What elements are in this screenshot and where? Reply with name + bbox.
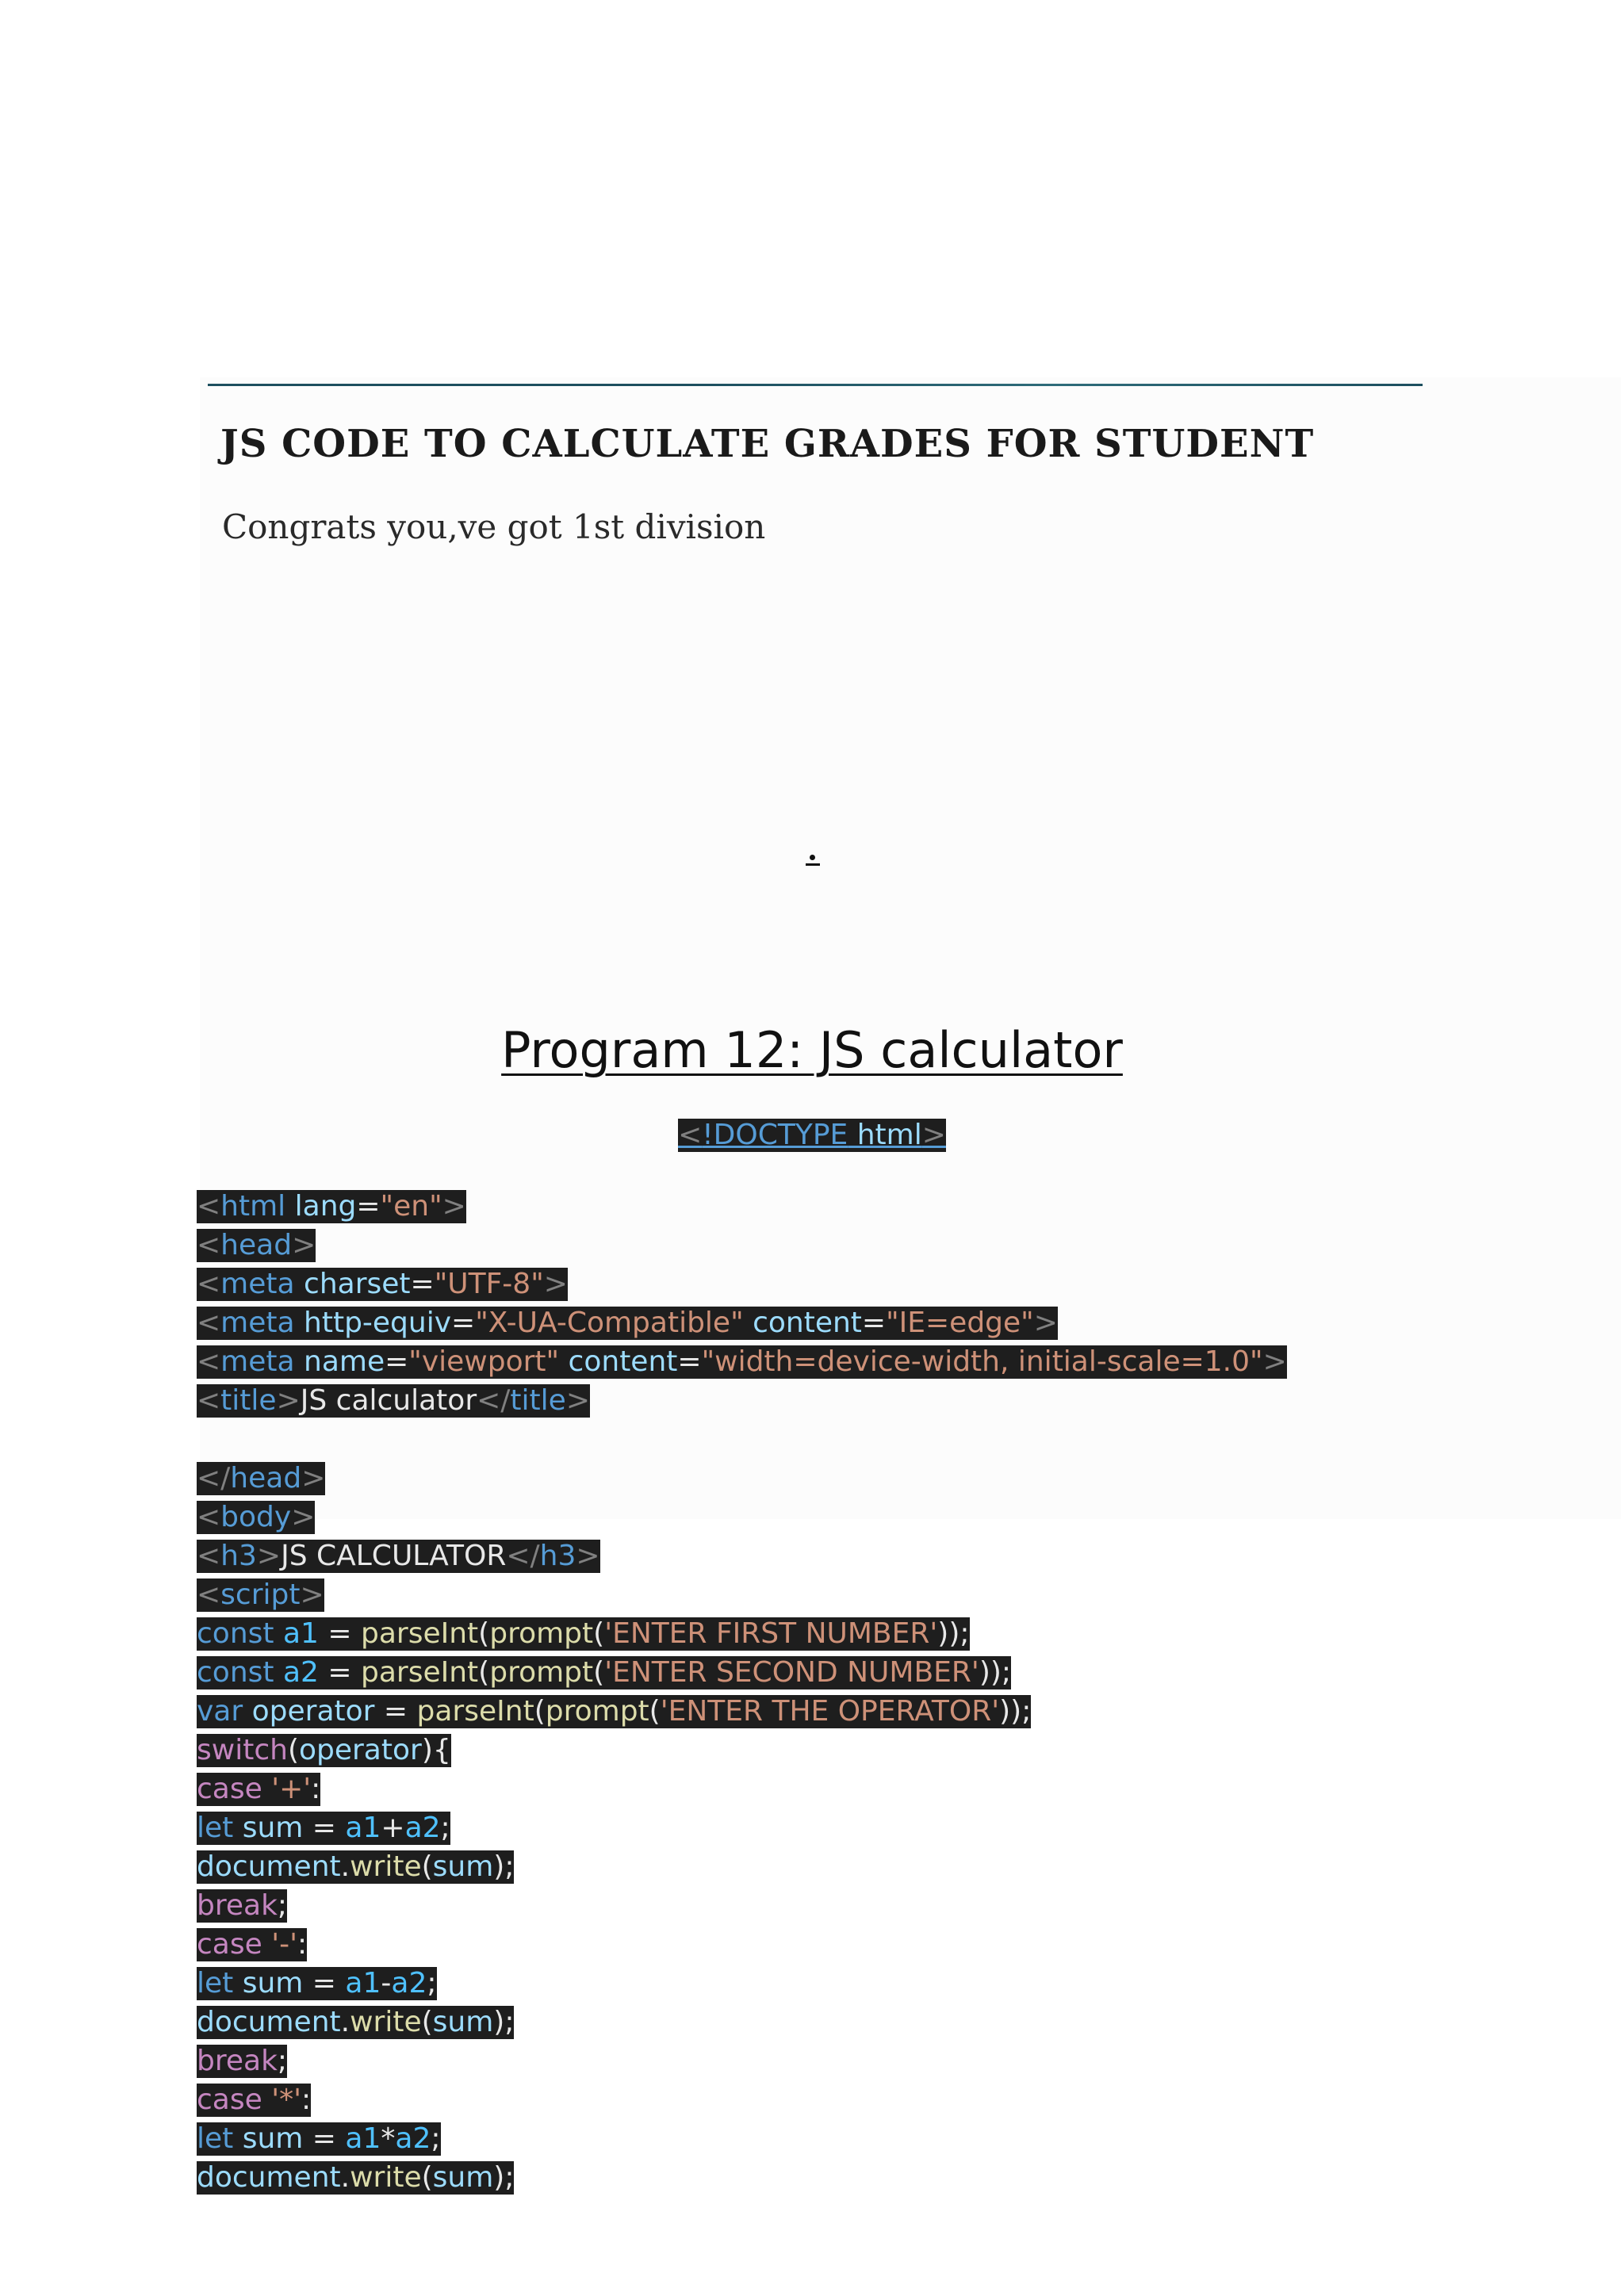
code-token: > xyxy=(292,1229,316,1261)
code-line-text xyxy=(197,1540,600,1573)
code-token: case xyxy=(197,1928,262,1961)
code-line xyxy=(197,1268,1287,1307)
code-token: ( xyxy=(478,1656,490,1689)
code-token: )); xyxy=(999,1695,1032,1728)
code-token: html xyxy=(220,1190,286,1223)
code-token: ); xyxy=(493,2006,515,2038)
code-token: > xyxy=(276,1384,301,1417)
code-token: ( xyxy=(593,1617,605,1650)
code-token: const xyxy=(197,1617,274,1650)
code-token: ; xyxy=(277,2045,288,2077)
code-token: ( xyxy=(421,1850,433,1883)
code-token: > xyxy=(300,1578,324,1611)
code-token: JS CALCULATOR xyxy=(281,1540,507,1572)
code-line xyxy=(197,1229,1287,1268)
code-token: title xyxy=(510,1384,566,1417)
code-token: > xyxy=(442,1190,466,1223)
code-line-text xyxy=(197,1850,514,1884)
code-token: a2 xyxy=(404,1812,441,1844)
code-token: sum xyxy=(432,1850,494,1883)
code-token: : xyxy=(301,2084,312,2116)
code-token: </ xyxy=(477,1384,511,1417)
code-token: = xyxy=(303,1967,346,1999)
code-token: </ xyxy=(506,1540,540,1572)
code-token: < xyxy=(678,1119,703,1151)
code-token: ( xyxy=(287,1734,299,1766)
code-line-text xyxy=(197,1812,450,1845)
code-token: > xyxy=(576,1540,600,1572)
code-token: ( xyxy=(649,1695,661,1728)
code-line-text xyxy=(197,2084,311,2117)
code-token: </ xyxy=(197,1462,231,1494)
code-token: let xyxy=(197,1812,234,1844)
code-token: a2 xyxy=(274,1656,319,1689)
code-token: case xyxy=(197,2084,262,2116)
code-token: operator xyxy=(243,1695,375,1728)
code-token: a1 xyxy=(274,1617,319,1650)
code-token: < xyxy=(197,1540,221,1572)
code-token: = xyxy=(385,1345,409,1378)
code-token: break xyxy=(197,2045,278,2077)
code-token: prompt xyxy=(489,1617,594,1650)
code-line xyxy=(197,2006,1287,2045)
code-token: script xyxy=(220,1578,301,1611)
code-line-text xyxy=(197,1190,466,1223)
code-token: sum xyxy=(233,2122,304,2155)
code-token: meta xyxy=(220,1345,295,1378)
code-block xyxy=(197,1190,1287,2200)
code-token: = xyxy=(374,1695,417,1728)
code-token: ( xyxy=(421,2006,433,2038)
code-token: < xyxy=(197,1307,221,1339)
code-token: "en" xyxy=(380,1190,442,1223)
code-token: ){ xyxy=(421,1734,451,1766)
code-token: < xyxy=(197,1268,221,1300)
grade-result-text: Congrats you,ve got 1st division xyxy=(222,507,766,546)
code-token: ; xyxy=(427,1967,437,1999)
code-token: 'ENTER THE OPERATOR' xyxy=(660,1695,1000,1728)
horizontal-rule xyxy=(208,384,1423,386)
code-line-text xyxy=(197,1307,1058,1340)
code-line-text xyxy=(197,2122,441,2156)
code-token: const xyxy=(197,1656,274,1689)
code-token: . xyxy=(340,2161,350,2194)
code-token: prompt xyxy=(489,1656,594,1689)
code-token: sum xyxy=(432,2161,494,2194)
code-token: ); xyxy=(493,2161,515,2194)
code-token: a1 xyxy=(345,2122,381,2155)
code-line-text xyxy=(197,1695,1031,1728)
code-token: a2 xyxy=(395,2122,431,2155)
program-title: Program 12: JS calculator xyxy=(501,1021,1123,1079)
code-token: meta xyxy=(220,1307,295,1339)
code-line-text xyxy=(197,1656,1011,1689)
code-line xyxy=(197,1617,1287,1656)
code-line-text xyxy=(197,1345,1287,1379)
code-token: head xyxy=(230,1462,302,1494)
code-line-text xyxy=(197,1928,307,1961)
code-line xyxy=(197,1967,1287,2006)
code-token: - xyxy=(381,1967,392,1999)
code-token: ; xyxy=(277,1889,288,1922)
code-token: ( xyxy=(593,1656,605,1689)
code-line-text xyxy=(197,1967,437,2000)
code-token: a1 xyxy=(345,1812,381,1844)
code-line xyxy=(197,1889,1287,1928)
code-line xyxy=(197,1462,1287,1501)
code-token: let xyxy=(197,2122,234,2155)
code-blank-line xyxy=(197,1423,1287,1462)
code-token: = xyxy=(410,1268,435,1300)
code-token: = xyxy=(318,1617,361,1650)
code-token: parseInt xyxy=(361,1656,479,1689)
code-token: charset xyxy=(294,1268,411,1300)
code-token: parseInt xyxy=(416,1695,534,1728)
code-token: document xyxy=(197,2006,341,2038)
code-line xyxy=(197,1578,1287,1617)
code-line-text xyxy=(197,1578,324,1612)
code-line xyxy=(197,1850,1287,1889)
code-token: case xyxy=(197,1773,262,1805)
code-line-text xyxy=(197,1617,970,1651)
code-token: sum xyxy=(233,1812,304,1844)
code-token: = xyxy=(356,1190,381,1223)
code-token: '*' xyxy=(262,2084,302,2116)
code-token: document xyxy=(197,2161,341,2194)
code-token: "viewport" xyxy=(408,1345,560,1378)
code-token: 'ENTER SECOND NUMBER' xyxy=(604,1656,979,1689)
code-token: a2 xyxy=(391,1967,427,1999)
code-token: let xyxy=(197,1967,234,1999)
code-line-text xyxy=(197,1501,315,1534)
code-token: ; xyxy=(431,2122,441,2155)
code-token: http-equiv xyxy=(294,1307,452,1339)
code-token: lang xyxy=(285,1190,357,1223)
code-line xyxy=(197,1501,1287,1540)
code-token: head xyxy=(220,1229,293,1261)
code-token: prompt xyxy=(545,1695,649,1728)
code-token: write xyxy=(350,1850,422,1883)
code-token: ); xyxy=(493,1850,515,1883)
code-token: = xyxy=(861,1307,887,1339)
code-line-text xyxy=(197,1734,451,1767)
code-token: )); xyxy=(937,1617,970,1650)
code-token: ; xyxy=(440,1812,450,1844)
code-token: = xyxy=(677,1345,702,1378)
code-token: = xyxy=(318,1656,361,1689)
code-token: ( xyxy=(534,1695,546,1728)
code-token: > xyxy=(301,1462,326,1494)
code-token: break xyxy=(197,1889,278,1922)
code-token: switch xyxy=(197,1734,288,1766)
code-line xyxy=(197,1540,1287,1578)
code-line xyxy=(197,2161,1287,2200)
code-token: '-' xyxy=(262,1928,297,1961)
code-token: a1 xyxy=(345,1967,381,1999)
code-line-text xyxy=(197,1462,325,1495)
code-token: "width=device-width, initial-scale=1.0" xyxy=(701,1345,1263,1378)
page-heading: JS CODE TO CALCULATE GRADES FOR STUDENT xyxy=(220,422,1315,466)
code-token: content xyxy=(743,1307,862,1339)
code-token: > xyxy=(921,1119,946,1151)
code-token: sum xyxy=(432,2006,494,2038)
code-line xyxy=(197,1345,1287,1384)
code-token: html xyxy=(848,1119,922,1151)
code-token: < xyxy=(197,1578,221,1611)
code-token: "UTF-8" xyxy=(434,1268,544,1300)
code-line xyxy=(197,1773,1287,1812)
code-line xyxy=(197,1812,1287,1850)
code-token: = xyxy=(451,1307,476,1339)
code-token: "IE=edge" xyxy=(886,1307,1034,1339)
code-token: . xyxy=(340,2006,350,2038)
code-line-text xyxy=(197,1889,287,1923)
code-line xyxy=(197,2122,1287,2161)
code-token: + xyxy=(381,1812,405,1844)
code-token: write xyxy=(350,2161,422,2194)
code-token: * xyxy=(381,2122,396,2155)
code-line-text xyxy=(197,1229,316,1262)
code-token: < xyxy=(197,1384,221,1417)
code-line xyxy=(197,1190,1287,1229)
code-token: : xyxy=(297,1928,308,1961)
code-line xyxy=(197,1384,1287,1423)
code-token: > xyxy=(291,1501,316,1533)
code-token: var xyxy=(197,1695,243,1728)
code-line xyxy=(197,1695,1287,1734)
code-token: > xyxy=(1262,1345,1287,1378)
code-token: < xyxy=(197,1501,221,1533)
doctype-line xyxy=(0,1119,1624,1155)
code-token: < xyxy=(197,1190,221,1223)
code-token: > xyxy=(1033,1307,1058,1339)
code-line xyxy=(197,1928,1287,1967)
code-token: ( xyxy=(421,2161,433,2194)
code-token: ( xyxy=(478,1617,490,1650)
code-token: h3 xyxy=(220,1540,257,1572)
code-token: > xyxy=(256,1540,282,1572)
code-token: < xyxy=(197,1345,221,1378)
code-token: > xyxy=(543,1268,568,1300)
code-token: h3 xyxy=(539,1540,576,1572)
code-token: name xyxy=(294,1345,385,1378)
code-token: : xyxy=(311,1773,321,1805)
code-token: < xyxy=(197,1229,221,1261)
code-token: content xyxy=(559,1345,678,1378)
code-token: parseInt xyxy=(361,1617,479,1650)
bullet-marker-icon xyxy=(806,855,820,869)
code-line xyxy=(197,2045,1287,2084)
code-token: sum xyxy=(233,1967,304,1999)
code-line-text xyxy=(197,1268,568,1301)
code-line-text xyxy=(197,2006,514,2039)
code-line xyxy=(197,1307,1287,1345)
code-token: document xyxy=(197,1850,341,1883)
code-line-text xyxy=(197,1773,320,1806)
code-token: > xyxy=(565,1384,590,1417)
code-token: title xyxy=(220,1384,277,1417)
code-token: meta xyxy=(220,1268,295,1300)
code-token: = xyxy=(303,2122,346,2155)
code-token: = xyxy=(303,1812,346,1844)
code-token: operator xyxy=(298,1734,422,1766)
code-token: body xyxy=(220,1501,292,1533)
code-line xyxy=(197,2084,1287,2122)
code-token: JS calculator xyxy=(300,1384,477,1417)
code-line-doctype xyxy=(678,1119,946,1152)
code-token: !DOCTYPE xyxy=(702,1119,848,1151)
code-token: write xyxy=(350,2006,422,2038)
code-line-text xyxy=(197,2161,514,2195)
code-line xyxy=(197,1734,1287,1773)
code-line-text xyxy=(197,2045,287,2078)
code-token: . xyxy=(340,1850,350,1883)
code-token: '+' xyxy=(262,1773,312,1805)
code-token: 'ENTER FIRST NUMBER' xyxy=(604,1617,938,1650)
code-line-text xyxy=(197,1384,590,1418)
code-token: "X-UA-Compatible" xyxy=(475,1307,744,1339)
code-line xyxy=(197,1656,1287,1695)
code-token: )); xyxy=(979,1656,1012,1689)
